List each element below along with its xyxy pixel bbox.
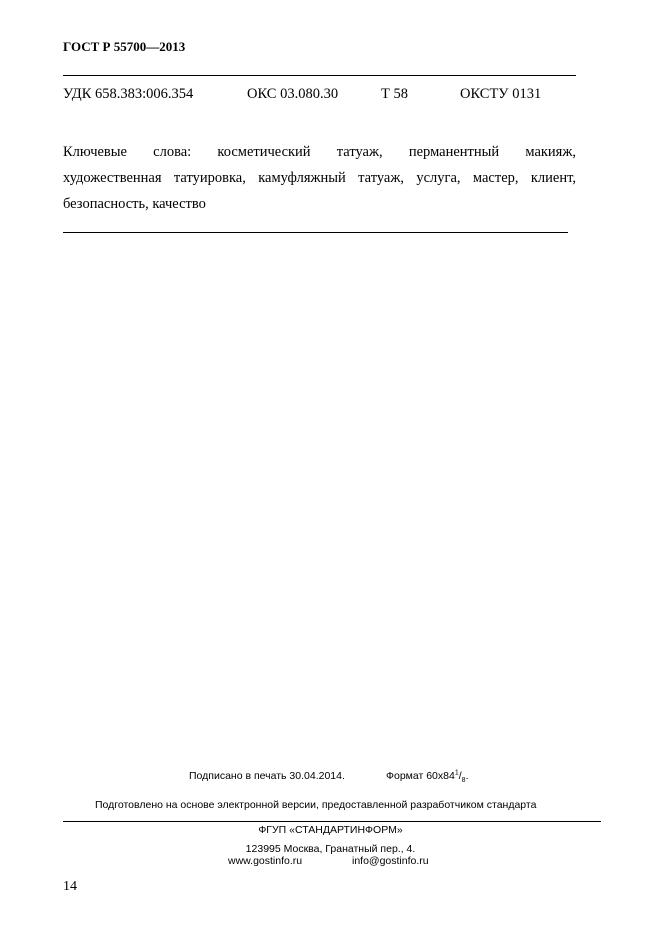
header-divider (63, 75, 576, 76)
format-denominator: 8 (461, 777, 466, 785)
publisher-name: ФГУП «СТАНДАРТИНФОРМ» (258, 824, 403, 836)
format-label: Формат 60x84 (386, 770, 455, 782)
keywords-line: Ключевые слова: косметический татуаж, перманентный макияж, (63, 144, 576, 160)
paper-format: Формат $60x84^1/_8$. (386, 769, 469, 785)
oks-code: ОКС 03.080.30 (247, 86, 339, 102)
keywords-line: художественная татуировка, камуфляжный татуаж, услуга, мастер, клиент, (63, 170, 576, 186)
email-link[interactable]: info@gostinfo.ru (352, 855, 429, 867)
imprint-divider (63, 821, 601, 822)
format-numerator: 1 (454, 769, 459, 777)
page-number: 14 (63, 879, 77, 894)
udk-code: УДК 658.383:006.354 (63, 86, 194, 102)
publisher-address: 123995 Москва, Гранатный пер., 4. (245, 843, 416, 855)
keywords-line: безопасность, качество (63, 196, 206, 212)
keywords-block (63, 139, 576, 217)
signed-date: Подписано в печать 30.04.2014. (189, 770, 345, 782)
format-end: . (465, 770, 469, 782)
t-code: Т 58 (381, 86, 408, 102)
prepared-note: Подготовлено на основе электронной версии, предоставленной разработчиком стандарта (95, 799, 537, 811)
keywords-divider (63, 232, 568, 233)
standard-id: ГОСТ Р 55700—2013 (63, 39, 186, 54)
okstu-code: ОКСТУ 0131 (460, 86, 542, 102)
website-link[interactable]: www.gostinfo.ru (228, 855, 303, 867)
